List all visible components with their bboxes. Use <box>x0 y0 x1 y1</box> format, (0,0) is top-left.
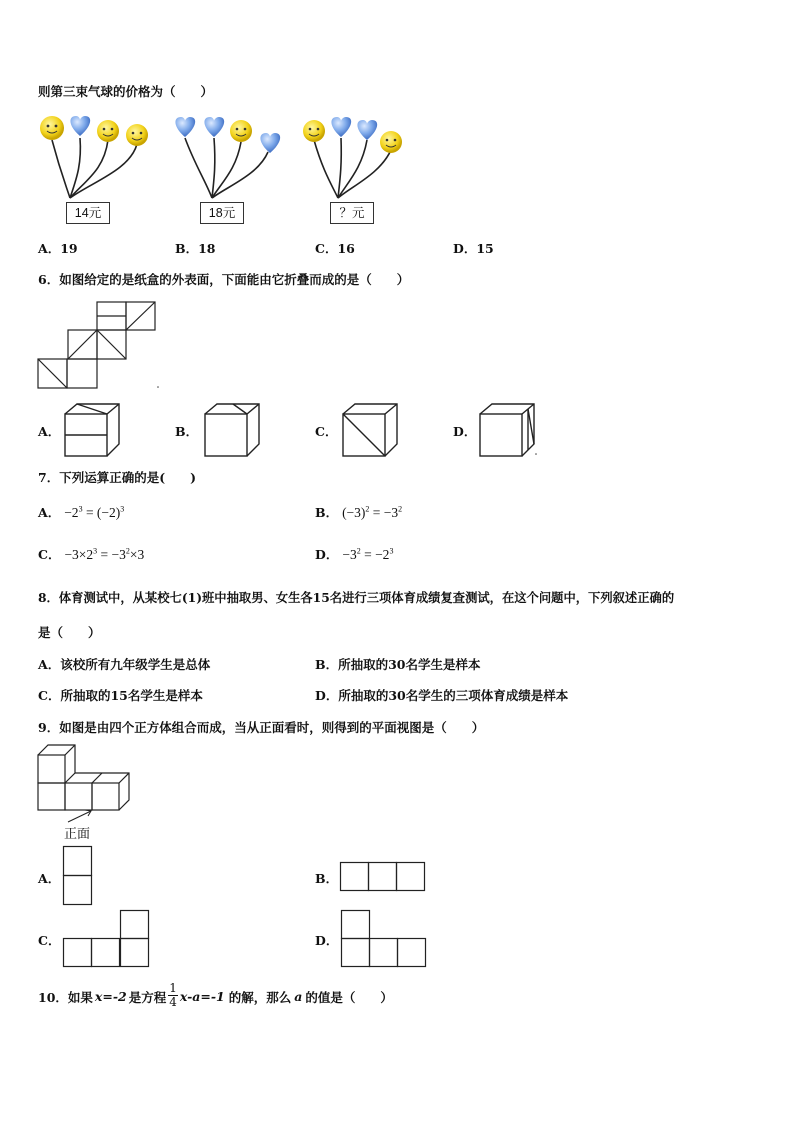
price-box-1: 14元 <box>66 202 110 224</box>
q8-option-b[interactable] <box>315 655 480 673</box>
price-box-3: ？元 <box>330 202 374 224</box>
q8-option-c-text: 所抽取的15名学生是样本 <box>60 688 203 703</box>
q9-option-d[interactable]: D． <box>315 933 339 948</box>
q5-option-d[interactable] <box>453 239 494 257</box>
q5-option-b-letter: B． <box>175 241 199 256</box>
q5-option-c-text: 16 <box>337 241 355 256</box>
q8-option-a[interactable] <box>38 655 210 673</box>
q10-x-value: x=-2 <box>94 989 127 1004</box>
q5-option-a[interactable] <box>38 239 78 257</box>
q7-option-c-letter: C． <box>38 547 61 562</box>
view-option-b <box>340 862 426 892</box>
q6-option-d[interactable]: D． <box>453 424 477 439</box>
view-option-d <box>341 910 429 970</box>
q10-mid: 是方程 <box>128 989 167 1005</box>
q6-stem: 6．如图给定的是纸盒的外表面，下面能由它折叠而成的是（ ） <box>38 272 410 287</box>
q6-option-c[interactable]: C． <box>315 424 338 439</box>
q9-option-c[interactable]: C． <box>38 933 61 948</box>
q7-option-b[interactable] <box>315 503 402 521</box>
q10-prefix: 10．如果 <box>38 989 93 1005</box>
q8-option-c[interactable] <box>38 686 203 704</box>
q8-stem-line1: 8．体育测试中，从某校七(1)班中抽取男、女生各15名进行三项体育成绩复查测试，在这个问题中，下列叙述正确的 <box>38 590 675 605</box>
balloon-bundle-3 <box>303 117 402 198</box>
q5-option-b-text: 18 <box>198 241 216 256</box>
q10-suffix: 的值是（ ） <box>305 989 393 1005</box>
front-arrow-icon <box>66 808 96 824</box>
q5-option-d-text: 15 <box>476 241 494 256</box>
q9-option-a[interactable]: A． <box>38 871 61 886</box>
front-label: 正面 <box>64 826 91 841</box>
q10-var-a: a <box>294 989 303 1004</box>
q7-option-d-letter: D． <box>315 547 339 562</box>
q8-option-d[interactable] <box>315 686 568 704</box>
q7-option-a-expr: $-2^3 = (-2)^3$ <box>64 504 125 520</box>
q6-option-b[interactable]: B． <box>175 424 199 439</box>
q7-option-b-expr: $(-3)^2 = -3^2$ <box>342 504 403 520</box>
q5-option-a-letter: A． <box>38 241 61 256</box>
q10-fraction-den: 4 <box>169 995 177 1009</box>
balloon-bundle-2 <box>175 117 280 198</box>
q8-option-b-text: 所抽取的30名学生是样本 <box>338 657 481 672</box>
q5-option-a-text: 19 <box>60 241 78 256</box>
q8-option-a-text: 该校所有九年级学生是总体 <box>60 657 211 672</box>
q7-option-d[interactable] <box>315 545 393 563</box>
q8-option-d-letter: D． <box>315 688 339 703</box>
q7-option-a[interactable] <box>38 503 124 521</box>
q7-option-a-letter: A． <box>38 505 61 520</box>
view-option-a <box>63 846 93 906</box>
q9-stem: 9．如图是由四个正方体组合而成，当从正面看时，则得到的平面视图是（ ） <box>38 720 485 735</box>
q8-option-b-letter: B． <box>315 657 339 672</box>
q8-option-a-letter: A． <box>38 657 61 672</box>
q5-option-b[interactable] <box>175 239 215 257</box>
q10-equation: x-a=-1 <box>179 989 225 1004</box>
q10-fraction-num: 1 <box>169 981 177 995</box>
cube-option-b <box>203 402 263 460</box>
balloon-bundle-1 <box>40 116 148 198</box>
q9-option-b[interactable]: B． <box>315 871 339 886</box>
cube-option-c <box>341 402 401 460</box>
q7-option-b-letter: B． <box>315 505 339 520</box>
q7-stem: 7．下列运算正确的是( ) <box>38 470 197 485</box>
q7-option-d-expr: $-3^2 = -2^3$ <box>342 546 394 562</box>
price-box-2: 18元 <box>200 202 244 224</box>
q7-option-c[interactable] <box>38 545 144 563</box>
q10-mid3: 的解，那么 <box>228 989 292 1005</box>
q8-stem-line2: 是（ ） <box>38 625 101 640</box>
q5-stem-tail: 则第三束气球的价格为（ ） <box>38 84 214 99</box>
cube-option-a <box>63 402 123 460</box>
q6-option-a[interactable]: A． <box>38 424 61 439</box>
box-net-figure <box>38 302 163 392</box>
cube-stack-figure <box>38 745 138 815</box>
view-option-c <box>63 910 151 970</box>
q5-option-c[interactable] <box>315 239 355 257</box>
q8-option-d-text: 所抽取的30名学生的三项体育成绩是样本 <box>338 688 569 703</box>
q7-option-c-expr: $-3\times 2^3 = -3^2\times 3$ <box>64 546 145 562</box>
cube-option-d <box>478 402 540 460</box>
q5-option-c-letter: C． <box>315 241 338 256</box>
q8-option-c-letter: C． <box>38 688 61 703</box>
q10-stem <box>38 983 393 1010</box>
q5-option-d-letter: D． <box>453 241 477 256</box>
q10-fraction <box>168 982 178 1009</box>
